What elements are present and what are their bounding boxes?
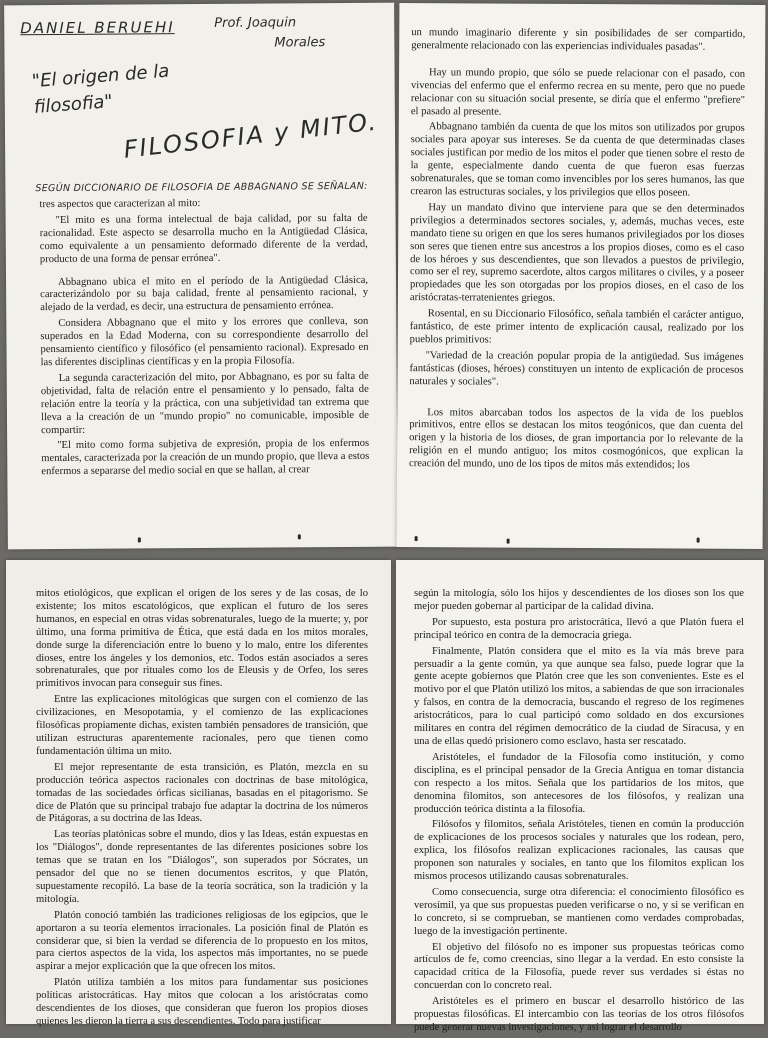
handwritten-title: FILOSOFIA y MITO. (122, 107, 380, 164)
paragraph: El objetivo del filósofo no es imponer sus propuestas teóricas como artículos de fe, como creencias, sino llegar a la verdad. En esto consiste la capacidad crítica de la Filosofía, puede rever sus verdades si éstas no concuerdan con lo concreto real. (414, 941, 744, 992)
paragraph: Filósofos y filomitos, señala Aristóteles, tienen en común la producción de explicaciones de los procesos sociales y naturales que los rodean, pero, explica, los filósofos realizan explicaciones racionales, las causas que proponen son naturales y sociales, en tanto que los filomitos explican los mismos procesos utilizando causas sobrenaturales. (414, 819, 744, 883)
paragraph: tres aspectos que caracterizan al mito: (39, 198, 201, 211)
paragraph: Rosental, en su Diccionario Filosófico, señala también el carácter antiguo, fantástico, de este primer intento de explicación causal, realizado por los pueblos primitivos: (409, 308, 744, 346)
paragraph: Las teorías platónicas sobre el mundo, dios y las Ideas, están expuestas en los "Diálogos", donde representantes de las diferentes posiciones sobre los temas que se tratan en los "Diálogos", son superados por Sócrates, un pensador del que no se tienen documentos escritos, y que Platón, supuestamente recopiló. La base de la teoría socrática, son la tradición y la mitología. (36, 829, 368, 905)
page3-body (36, 588, 368, 1032)
paragraph: mitos etiológicos, que explican el origen de los seres y de las cosas, de lo existente; los mitos escatológicos, que explican el futuro de los seres humanos, en especial en otras vidas sobrenaturales, luego de la muerte; y, por último, una forma primitiva de Ética, que está dada en los mitos morales, donde surge la diferenciación entre lo bueno y lo malo, entre los diferentes dioses, entre los ángeles y los demonios, etc. Todos están asociados a seres sobrenaturales, que por rituales como los de Eleusis y de Orfeo, los seres primitivos invocan para conseguir sus fines. (36, 588, 368, 690)
page-bottom-right (396, 560, 764, 1033)
paragraph: Por supuesto, esta postura pro aristocrática, llevó a que Platón fuera el principal teórico en contra de la democracia griega. (414, 616, 744, 641)
handwritten-intro-note: SEGÚN DICCIONARIO DE FILOSOFIA DE ABBAGNANO SE SEÑALAN: (35, 180, 368, 195)
handwritten-subtitle: "El origen de la filosofia" (31, 60, 170, 119)
paragraph: Abbagnano ubica el mito en el período de la Antigüedad Clásica, caracterizándolo por su baja calidad, frente al pensamiento racional, y alejado de la verdad, es decir, una estructura de pensamiento errónea. (40, 274, 369, 314)
paragraph: "El mito es una forma intelectual de baja calidad, por su falta de racionalidad. Este aspecto se desarrolla mucho en la Antigüedad Clásica, como equivalente a un pensamiento deformado diferente de la verdad, producto de una forma de pensar errónea". (39, 212, 368, 265)
page-bottom-edge (8, 531, 398, 550)
handwritten-teacher-line1: Prof. Joaquin (214, 15, 297, 31)
page-top-right (397, 3, 766, 549)
paragraph: Platón conoció también las tradiciones religiosas de los egipcios, que le aportaron a su teoría elementos irracionales. La posición final de Platón es considerar que, si bien la verdad se diferencia de lo propuesto en los mitos, para ciertos aspectos de la vida, los aspectos más importantes, no se puede aspirar a mejor explicación que la que ofrecen los mitos. (36, 909, 368, 973)
page2-body (409, 27, 745, 476)
paragraph: Aristóteles es el primero en buscar el desarrollo histórico de las propuestas filosóficas. El intercambio con las teorías de los otros filósofos puede generar nuevas investigaciones, y así lograr el desarrollo (414, 996, 744, 1033)
paragraph: según la mitología, sólo los hijos y descendientes de los dioses son los que mejor pueden gobernar al participar de la calidad divina. (414, 588, 744, 612)
handwritten-teacher-line2: Morales (274, 35, 326, 51)
paragraph: Hay un mundo propio, que sólo se puede relacionar con el pasado, con vivencias del enfermo que el enfermo recrea en su mente, pero que no puede relacionar con su situación social presente, se diría que el enfermo "prefiere" el pasado al presente. (410, 67, 746, 118)
paragraph: Considera Abbagnano que el mito y los errores que conlleva, son superados en la Edad Moderna, con su correspondiente desarrollo del pensamiento científico y filosófico (el pensamiento racional). Expresado en las diferentes disciplinas científicas y en la propia Filosofía. (40, 316, 369, 369)
page4-body (414, 588, 744, 1038)
paragraph: Abbagnano también da cuenta de que los mitos son utilizados por grupos sociales para apoyar sus intereses. Se da cuenta de que determinadas clases sociales justifican por medio de los mitos el poder que tienen sobre el resto de la gente, especialmente dando cuenta de que fueron esas fuerzas sobrenaturales, que se toman como invencibles por los seres humanos, las que crearon las estructuras sociales, y los privilegios que ellos poseen. (410, 121, 745, 199)
paragraph: un mundo imaginario diferente y sin posibilidades de ser compartido, generalmente relacionado con las experiencias individuales pasadas". (411, 27, 746, 53)
handwritten-author: DANIEL BERUEHI (20, 18, 175, 38)
page-top-left (4, 3, 398, 550)
paragraph: Como consecuencia, surge otra diferencia: el conocimiento filosófico es verosímil, ya que sus propuestas pueden verificarse o no, y si se verifican en lo concreto, si se comprueban, se mantienen como verdades comprobadas, luego de la investigación pertinente. (414, 886, 744, 937)
paragraph: Hay un mandato divino que interviene para que se den determinados privilegios a determinados sectores sociales, y, además, muchas veces, este mandato tiene su origen en que los seres humanos privilegiados por los dioses son seres que tienen entre sus ancestros a los propios dioses, como es el caso de los héroes y sus descendientes, que son llevados a puestos de privilegio, como ser el rey, supremo sacerdote, altos cargos militares o civiles, y a poseer propiedades que les son otorgadas por los propios dioses, en el caso de los aristócratas-terratenientes griegos. (409, 202, 745, 305)
paragraph: Entre las explicaciones mitológicas que surgen con el comienzo de las civilizaciones, en Mesopotamia, y el comienzo de las explicaciones filosóficas propiamente dichas, existen también pensadores de transición, que utilizan estructuras aparentemente racionales, pero que tienen como fundamentación última un mito. (36, 694, 368, 757)
page-bottom-left (6, 560, 391, 1027)
paragraph: "El mito como forma subjetiva de expresión, propia de los enfermos mentales, caracterizada por la creación de un mundo propio, que lleva a estos enfermos a separarse del medio social en que se hallan, al crear (41, 438, 370, 478)
paragraph: Platón utiliza también a los mitos para fundamentar sus posiciones políticas aristocráticas. Hay mitos que colocan a los aristócratas como descendientes de los dioses, que consideran que fueron los propios dioses quienes les dieron la tierra a sus descendientes. Todo para justificar (36, 977, 368, 1027)
paragraph: El mejor representante de esta transición, es Platón, mezcla en su producción teórica aspectos racionales con doctrinas de base mitológica, tomadas de las sociedades órficas sicilianas, basadas en el pitagorismo. Se dice de Platón que su principal trabajo fue adaptar la doctrina de los números de Pitágoras, a su doctrina de las Ideas. (36, 761, 368, 825)
paragraph: Los mitos abarcaban todos los aspectos de la vida de los pueblos primitivos, entre ellos se destacan los mitos teogónicos, que dan cuenta del origen y la historia de los dioses, de gran importancia por lo relevante de la religión en el mundo antiguo; los mitos cosmogónicos, que explican la creación del mundo, uno de los tipos de mitos más extendidos; los (408, 406, 744, 471)
paragraph: La segunda caracterización del mito, por Abbagnano, es por su falta de objetividad, falta de relación entre el pensamiento y lo pensado, falta de relación entre la teoría y la práctica, con una subjetividad tan extrema que lleva a la creación de un "mundo propio" no comunicable, imposible de compartir: (40, 370, 370, 436)
page1-body (39, 197, 369, 482)
page-bottom-edge (397, 531, 763, 549)
paragraph: Aristóteles, el fundador de la Filosofía como institución, y como disciplina, es el principal pensador de la Grecia Antigua en tomar distancia con respecto a los mitos. Señala que los partidarios de los mitos, que denomina filomitos, son antecesores de los filósofos, y realizan una producción teórica distinta a la filosofía. (414, 751, 744, 815)
paragraph: Finalmente, Platón considera que el mito es la vía más breve para persuadir a la gente común, ya que aunque sea falso, puede lograr que la gente acepte gobiernos que Platón cree que les son convenientes. Este es el motivo por el que Platón utilizó los mitos, a sabiendas de que son irracionales y falsos, en contra de la democracia, buscando el regreso de los regímenes aristocráticos, para lo cual participó como soldado en dos excursiones militares en contra del régimen democrático de la ciudad de Siracusa, y en una de ellas quedó prisionero como esclavo, hasta ser rescatado. (414, 645, 744, 747)
paragraph: "Variedad de la creación popular propia de la antigüedad. Sus imágenes fantásticas (dioses, héroes) constituyen un intento de explicación de procesos naturales y sociales". (409, 350, 744, 388)
